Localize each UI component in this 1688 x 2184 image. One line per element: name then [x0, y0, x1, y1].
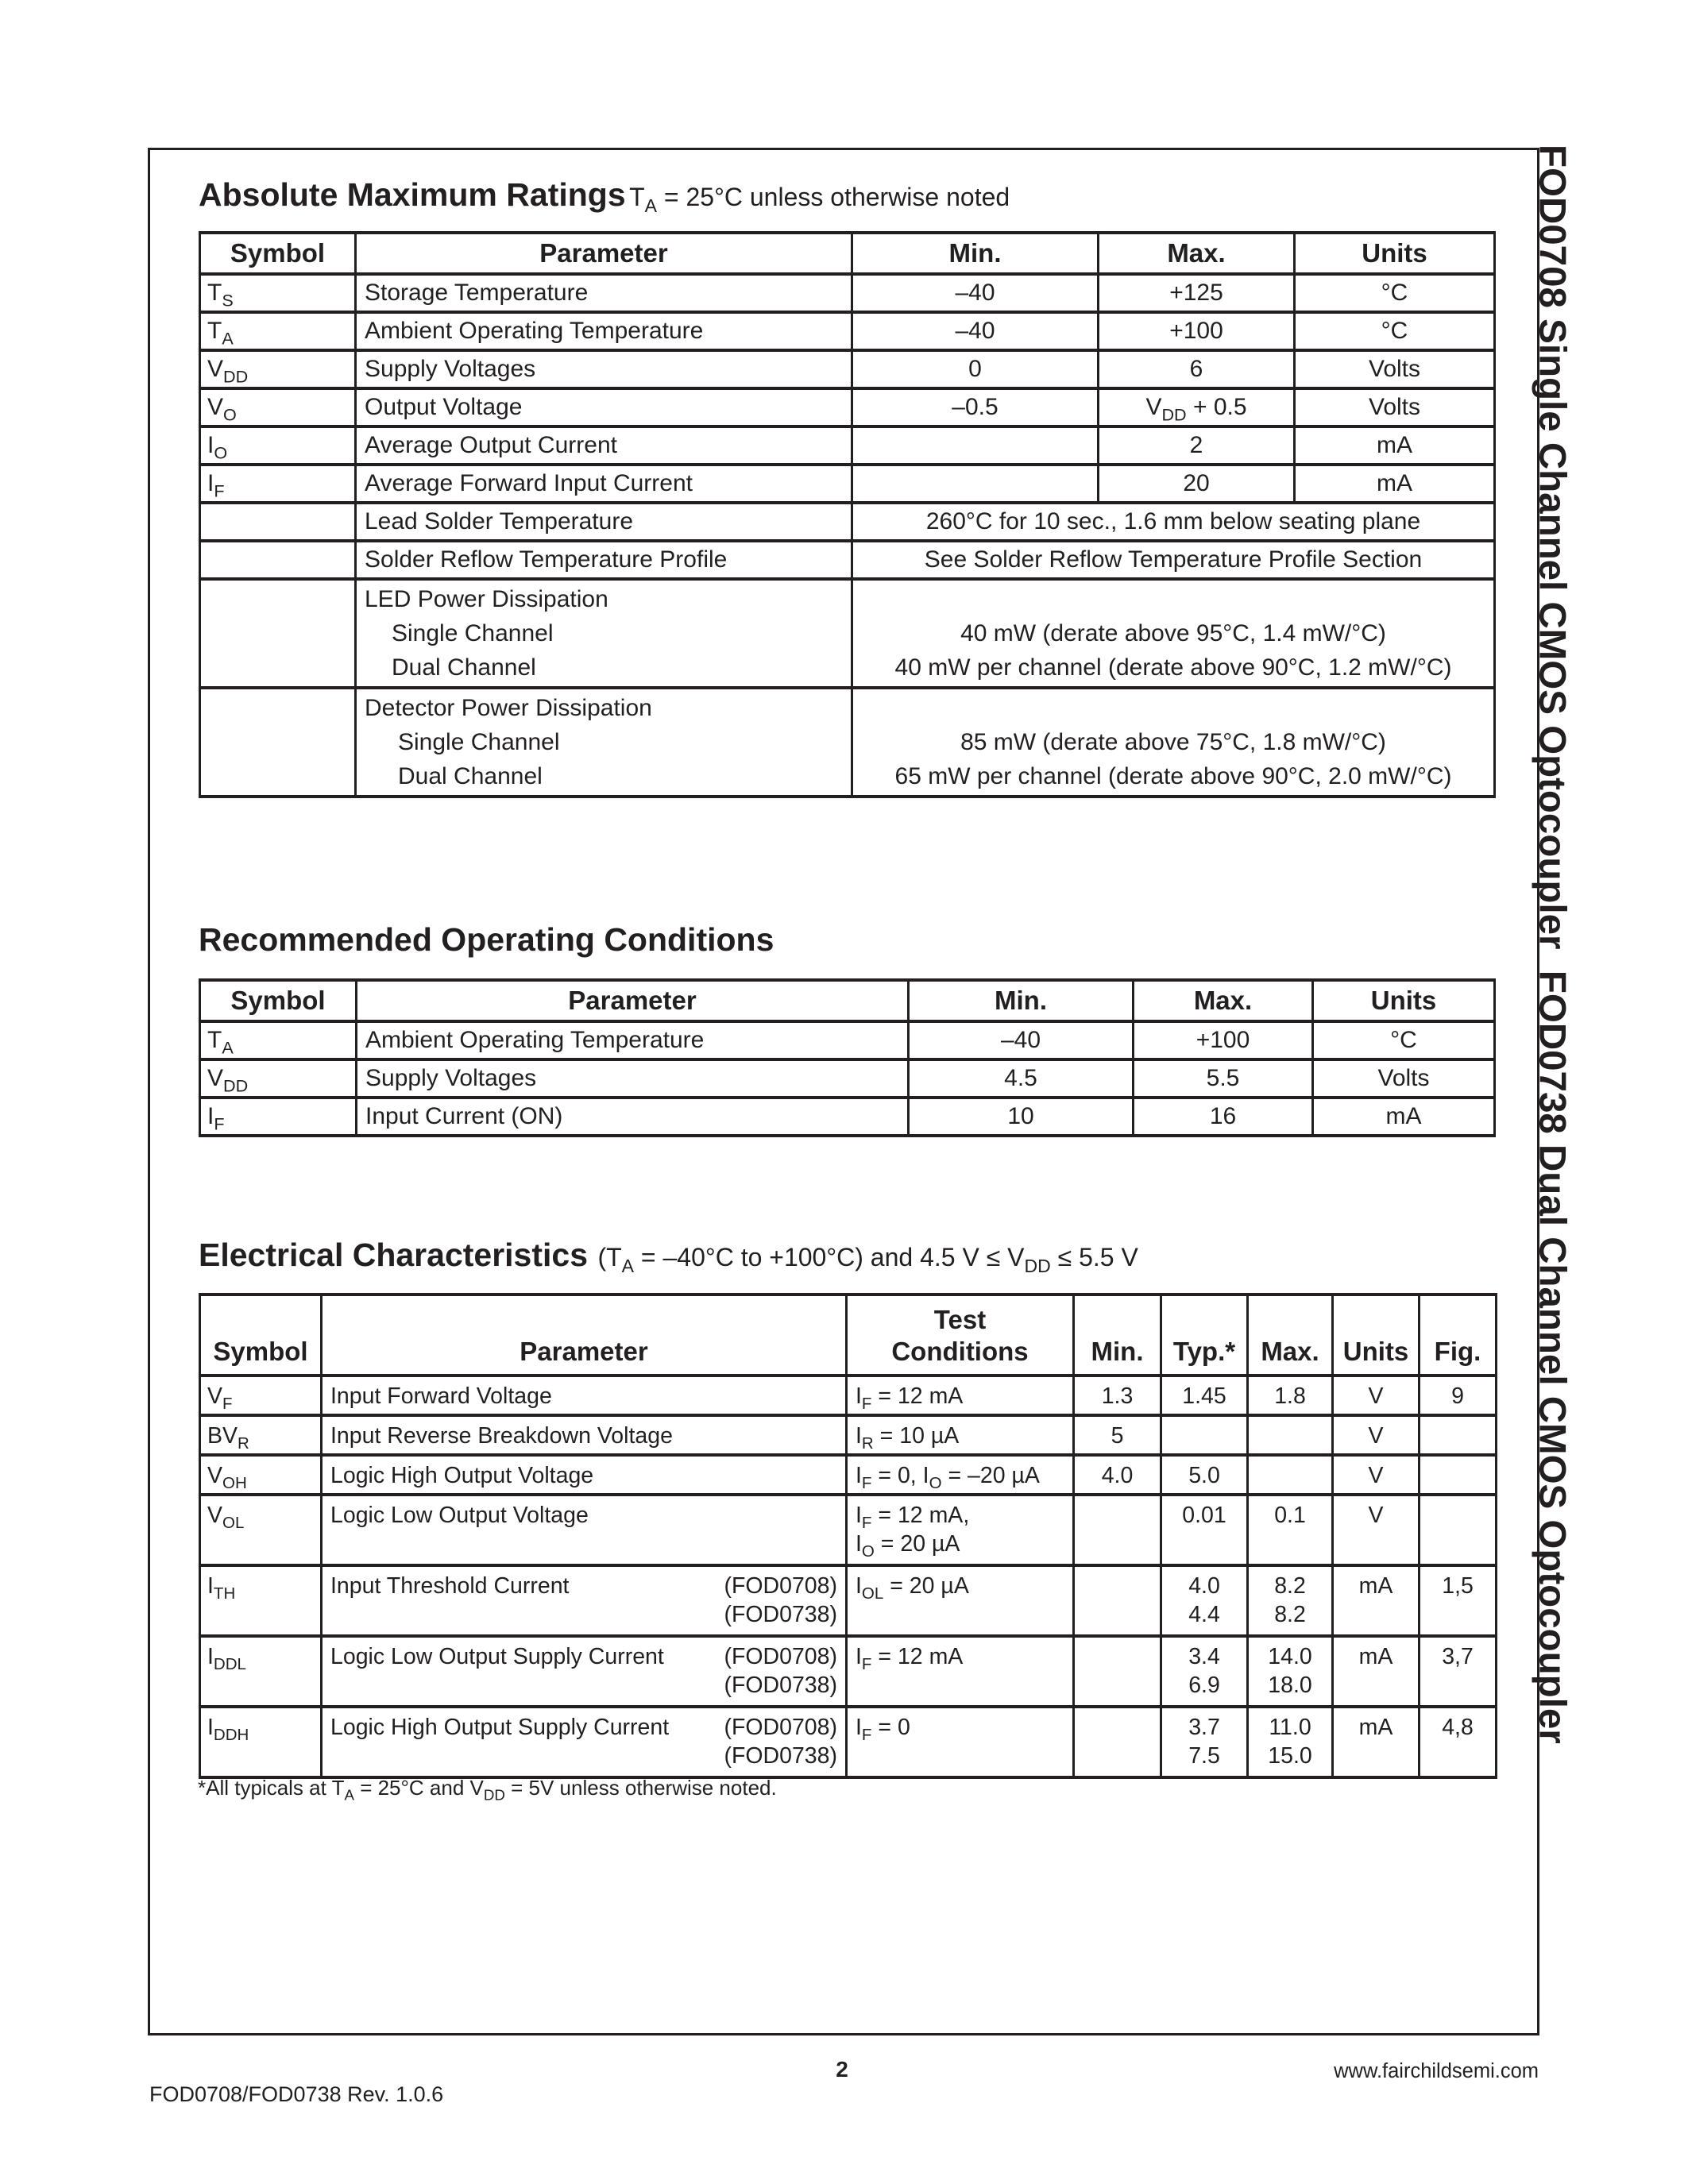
fig-cell: 1,5	[1420, 1565, 1497, 1636]
units-cell: mA	[1295, 465, 1495, 503]
units-cell: V	[1333, 1415, 1420, 1455]
electrical-heading	[199, 1237, 1138, 1277]
fig-cell	[1420, 1415, 1497, 1455]
min-cell: –40	[852, 274, 1099, 312]
table-row	[200, 465, 1495, 503]
col-header-units: Units	[1313, 980, 1495, 1021]
abs-max-condition: $T_A = 25^\circ C$ unless otherwise noted	[629, 183, 1010, 217]
abs-max-title: Absolute Maximum Ratings	[199, 176, 626, 213]
col-header-parameter: Parameter	[357, 980, 909, 1021]
parameter-cell: Output Voltage	[356, 388, 852, 426]
parameter-cell: Input Reverse Breakdown Voltage	[322, 1415, 847, 1455]
col-header-symbol: Symbol	[200, 980, 357, 1021]
min-cell	[1074, 1565, 1161, 1636]
symbol-cell	[200, 579, 356, 688]
recommended-title: Recommended Operating Conditions	[199, 921, 774, 958]
typ-cell: 3.7 7.5	[1161, 1707, 1248, 1777]
max-cell: 14.0 18.0	[1248, 1636, 1333, 1707]
fig-cell: 3,7	[1420, 1636, 1497, 1707]
typ-cell: 3.4 6.9	[1161, 1636, 1248, 1707]
fig-cell	[1420, 1495, 1497, 1565]
min-cell	[1074, 1495, 1161, 1565]
recommended-table	[199, 978, 1496, 1137]
units-cell: Volts	[1295, 350, 1495, 388]
value-cell: 40 mW (derate above 95°C, 1.4 mW/°C) 40 mW per channel (derate above 90°C, 1.2 mW/°C)	[852, 579, 1495, 688]
units-cell: V	[1333, 1376, 1420, 1415]
max-cell: +100	[1134, 1021, 1313, 1059]
parameter-cell: Logic High Output Voltage	[322, 1455, 847, 1495]
units-cell: V	[1333, 1495, 1420, 1565]
parameter-cell: Supply Voltages	[356, 350, 852, 388]
parameter-cell: LED Power Dissipation Single Channel Dual Channel	[356, 579, 852, 688]
table-row	[200, 426, 1495, 465]
symbol-cell: $I_{DDH}$	[200, 1707, 322, 1777]
col-header-symbol: Symbol	[200, 1295, 322, 1376]
symbol-cell: $I_{DDL}$	[200, 1636, 322, 1707]
table-row	[200, 1376, 1497, 1415]
max-cell: +100	[1099, 312, 1295, 350]
parameter-cell: Logic Low Output Voltage	[322, 1495, 847, 1565]
symbol-cell: $I_F$	[200, 465, 356, 503]
symbol-cell	[200, 688, 356, 797]
electrical-table	[199, 1293, 1497, 1779]
min-cell: –40	[909, 1021, 1134, 1059]
parameter-cell: Average Output Current	[356, 426, 852, 465]
symbol-cell: $V_{DD}$	[200, 1059, 357, 1098]
fig-cell: 9	[1420, 1376, 1497, 1415]
value-cell: See Solder Reflow Temperature Profile Section	[852, 541, 1495, 579]
max-cell: 0.1	[1248, 1495, 1333, 1565]
symbol-cell: $T_A$	[200, 1021, 357, 1059]
table-row	[200, 1455, 1497, 1495]
units-cell: °C	[1295, 312, 1495, 350]
test-condition-cell: $I_F = 12$ mA, $I_O = 20$ µA	[847, 1495, 1074, 1565]
table-header-row	[200, 980, 1495, 1021]
test-condition-cell: $I_F = 12$ mA	[847, 1636, 1074, 1707]
table-row	[200, 312, 1495, 350]
symbol-cell: $V_F$	[200, 1376, 322, 1415]
min-cell	[852, 465, 1099, 503]
symbol-cell: $I_{TH}$	[200, 1565, 322, 1636]
table-row	[200, 1565, 1497, 1636]
test-condition-cell: $I_R = 10$ µA	[847, 1415, 1074, 1455]
table-header-row	[200, 1295, 1497, 1376]
col-header-fig: Fig.	[1420, 1295, 1497, 1376]
parameter-cell: Supply Voltages	[357, 1059, 909, 1098]
col-header-test-conditions: Test Conditions	[847, 1295, 1074, 1376]
value-cell: 260°C for 10 sec., 1.6 mm below seating plane	[852, 503, 1495, 541]
parameter-cell: Average Forward Input Current	[356, 465, 852, 503]
test-condition-cell: $I_F = 12$ mA	[847, 1376, 1074, 1415]
units-cell: mA	[1333, 1565, 1420, 1636]
max-cell: 20	[1099, 465, 1295, 503]
website-link[interactable]: www.fairchildsemi.com	[1334, 2060, 1539, 2082]
fig-cell: 4,8	[1420, 1707, 1497, 1777]
max-cell: 6	[1099, 350, 1295, 388]
typ-cell: 5.0	[1161, 1455, 1248, 1495]
table-row	[200, 541, 1495, 579]
table-row	[200, 350, 1495, 388]
table-row	[200, 579, 1495, 688]
symbol-cell	[200, 503, 356, 541]
parameter-cell: Input Threshold Current (FOD0708) (FOD0738)	[322, 1565, 847, 1636]
test-condition-cell: $I_F = 0$, $I_O = -20$ µA	[847, 1455, 1074, 1495]
symbol-cell: $BV_R$	[200, 1415, 322, 1455]
abs-max-heading	[199, 176, 1010, 217]
electrical-condition: ($T_A = -40^\circ C$ to +100°C) and 4.5 $V \le V_{DD} \le 5.5$ V	[597, 1243, 1138, 1277]
col-header-max: Max.	[1134, 980, 1313, 1021]
col-header-symbol: Symbol	[200, 233, 356, 274]
min-cell: 4.5	[909, 1059, 1134, 1098]
table-row	[200, 1021, 1495, 1059]
col-header-typ: Typ.*	[1161, 1295, 1248, 1376]
units-cell: °C	[1295, 274, 1495, 312]
max-cell: 5.5	[1134, 1059, 1313, 1098]
max-cell: 11.0 15.0	[1248, 1707, 1333, 1777]
units-cell: V	[1333, 1455, 1420, 1495]
parameter-cell: Input Current (ON)	[357, 1098, 909, 1136]
table-row	[200, 1636, 1497, 1707]
test-condition-cell: $I_F = 0$	[847, 1707, 1074, 1777]
typ-cell	[1161, 1415, 1248, 1455]
max-cell: 1.8	[1248, 1376, 1333, 1415]
col-header-min: Min.	[1074, 1295, 1161, 1376]
symbol-cell	[200, 541, 356, 579]
symbol-cell: $V_{OH}$	[200, 1455, 322, 1495]
col-header-max: Max.	[1099, 233, 1295, 274]
min-cell: 0	[852, 350, 1099, 388]
min-cell: 4.0	[1074, 1455, 1161, 1495]
min-cell: –40	[852, 312, 1099, 350]
electrical-title: Electrical Characteristics	[199, 1237, 588, 1273]
parameter-cell: Solder Reflow Temperature Profile	[356, 541, 852, 579]
table-header-row	[200, 233, 1495, 274]
table-row	[200, 503, 1495, 541]
units-cell: mA	[1333, 1707, 1420, 1777]
parameter-cell: Ambient Operating Temperature	[357, 1021, 909, 1059]
table-row	[200, 688, 1495, 797]
units-cell: Volts	[1313, 1059, 1495, 1098]
max-cell: +125	[1099, 274, 1295, 312]
parameter-cell: Input Forward Voltage	[322, 1376, 847, 1415]
min-cell	[1074, 1636, 1161, 1707]
units-cell: mA	[1313, 1098, 1495, 1136]
max-cell: 16	[1134, 1098, 1313, 1136]
symbol-cell: $I_F$	[200, 1098, 357, 1136]
table-row	[200, 1059, 1495, 1098]
symbol-cell: $T_A$	[200, 312, 356, 350]
col-header-min: Min.	[909, 980, 1134, 1021]
typ-cell: 1.45	[1161, 1376, 1248, 1415]
parameter-cell: Ambient Operating Temperature	[356, 312, 852, 350]
col-header-parameter: Parameter	[322, 1295, 847, 1376]
symbol-cell: $I_O$	[200, 426, 356, 465]
col-header-min: Min.	[852, 233, 1099, 274]
units-cell: mA	[1333, 1636, 1420, 1707]
side-title-text: FOD0708 Single Channel CMOS Optocoupler FOD0738 Dual Channel CMOS Optocoupler	[1531, 145, 1574, 1744]
max-cell	[1248, 1455, 1333, 1495]
units-cell: Volts	[1295, 388, 1495, 426]
typ-cell: 0.01	[1161, 1495, 1248, 1565]
fig-cell	[1420, 1455, 1497, 1495]
table-row	[200, 1495, 1497, 1565]
table-row	[200, 274, 1495, 312]
units-cell: °C	[1313, 1021, 1495, 1059]
max-cell	[1248, 1415, 1333, 1455]
test-condition-cell: $I_{OL} = 20$ µA	[847, 1565, 1074, 1636]
table-row	[200, 1415, 1497, 1455]
max-cell: 2	[1099, 426, 1295, 465]
parameter-cell: Lead Solder Temperature	[356, 503, 852, 541]
parameter-cell: Logic Low Output Supply Current (FOD0708) (FOD0738)	[322, 1636, 847, 1707]
col-header-parameter: Parameter	[356, 233, 852, 274]
symbol-cell: $V_{OL}$	[200, 1495, 322, 1565]
min-cell: 1.3	[1074, 1376, 1161, 1415]
col-header-max: Max.	[1248, 1295, 1333, 1376]
min-cell	[852, 426, 1099, 465]
table-row	[200, 388, 1495, 426]
symbol-cell: $V_{DD}$	[200, 350, 356, 388]
value-cell: 85 mW (derate above 75°C, 1.8 mW/°C) 65 mW per channel (derate above 90°C, 2.0 mW/°C)	[852, 688, 1495, 797]
symbol-cell: $V_O$	[200, 388, 356, 426]
units-cell: mA	[1295, 426, 1495, 465]
parameter-cell: Storage Temperature	[356, 274, 852, 312]
min-cell: 10	[909, 1098, 1134, 1136]
col-header-units: Units	[1295, 233, 1495, 274]
symbol-cell: $T_S$	[200, 274, 356, 312]
recommended-heading	[199, 921, 774, 959]
min-cell	[1074, 1707, 1161, 1777]
min-cell: –0.5	[852, 388, 1099, 426]
min-cell: 5	[1074, 1415, 1161, 1455]
typicals-footnote: *All typicals at $T_A = 25^\circ C$ and $V_{DD} = 5V$ unless otherwise noted.	[198, 1776, 777, 1804]
max-cell: $V_{DD} + 0.5$	[1099, 388, 1295, 426]
parameter-cell: Detector Power Dissipation Single Channel Dual Channel	[356, 688, 852, 797]
typ-cell: 4.0 4.4	[1161, 1565, 1248, 1636]
page-number: 2	[836, 2057, 848, 2082]
table-row	[200, 1707, 1497, 1777]
table-row	[200, 1098, 1495, 1136]
max-cell: 8.2 8.2	[1248, 1565, 1333, 1636]
abs-max-table	[199, 231, 1496, 798]
col-header-units: Units	[1333, 1295, 1420, 1376]
parameter-cell: Logic High Output Supply Current (FOD0708) (FOD0738)	[322, 1707, 847, 1777]
document-revision: FOD0708/FOD0738 Rev. 1.0.6	[149, 2082, 444, 2106]
